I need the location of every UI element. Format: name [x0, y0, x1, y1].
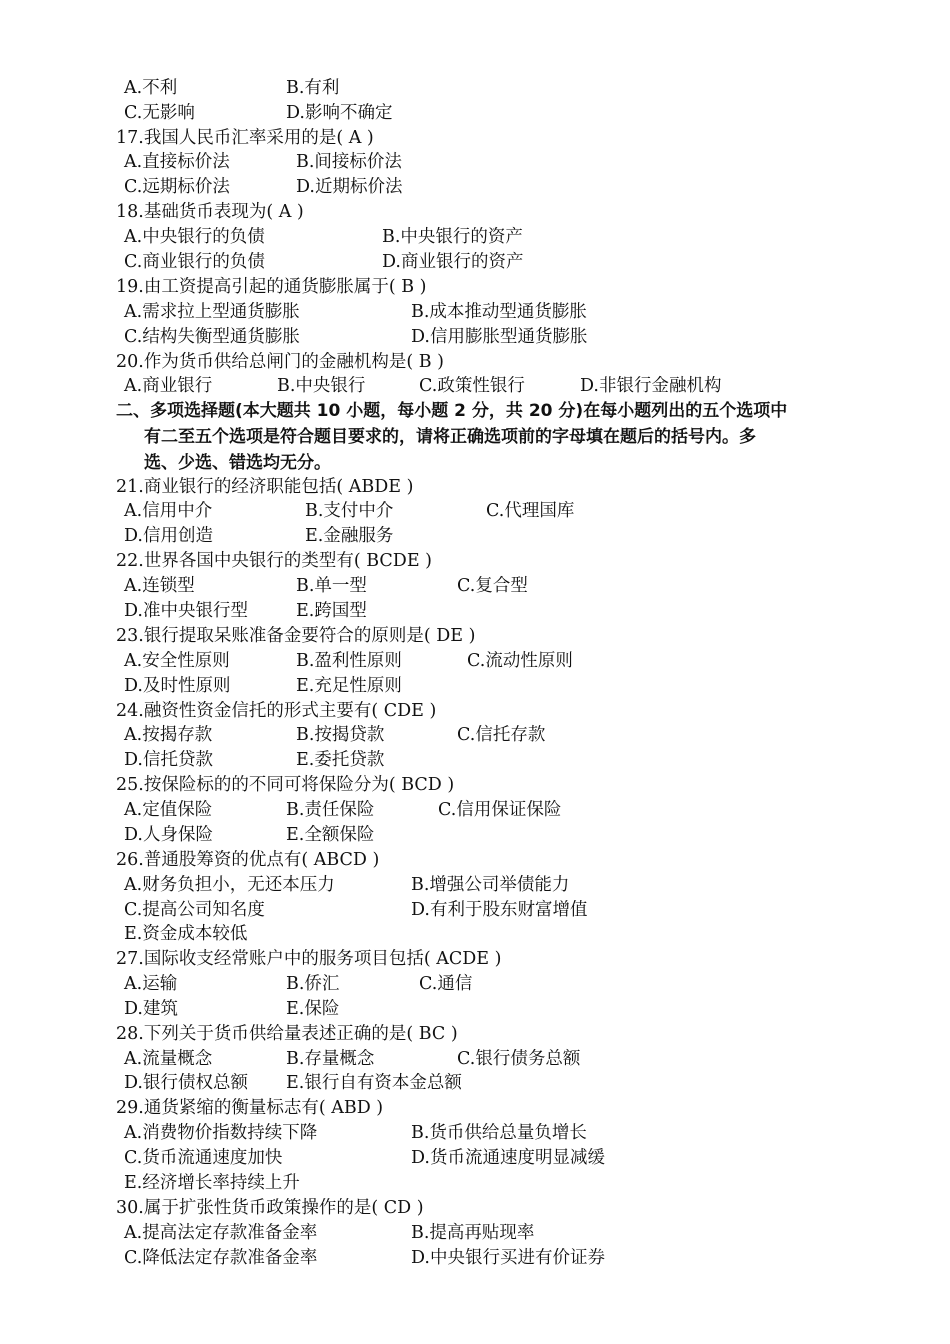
option-d: D.人身保险: [124, 825, 213, 845]
option-a: A.消费物价指数持续下降: [124, 1123, 318, 1143]
option-a: A.商业银行: [124, 376, 213, 396]
option-a: A.直接标价法: [124, 152, 230, 172]
option-c: C.降低法定存款准备金率: [124, 1248, 318, 1268]
option-c: C.无影响: [124, 103, 195, 123]
option-c: C.政策性银行: [419, 376, 525, 396]
option-b: B.责任保险: [286, 800, 375, 820]
option-a: A.按揭存款: [124, 725, 213, 745]
option-c: C.提高公司知名度: [124, 900, 265, 920]
option-a: A.提高法定存款准备金率: [124, 1223, 318, 1243]
option-a: A.流量概念: [124, 1049, 213, 1069]
option-c: C.结构失衡型通货膨胀: [124, 327, 300, 347]
option-a: A.安全性原则: [124, 651, 230, 671]
option-d: D.信用膨胀型通货膨胀: [411, 327, 588, 347]
question-20: 20.作为货币供给总闸门的金融机构是( B ): [116, 352, 444, 372]
option-b: B.盈利性原则: [296, 651, 402, 671]
option-e: E.跨国型: [296, 601, 367, 621]
option-b: B.侨汇: [286, 974, 340, 994]
option-d: D.建筑: [124, 999, 178, 1019]
option-a: A.定值保险: [124, 800, 213, 820]
option-b: B.支付中介: [305, 501, 394, 521]
option-b: B.提高再贴现率: [411, 1223, 535, 1243]
section-heading-line-1: 二、多项选择题(本大题共 10 小题，每小题 2 分，共 20 分)在每小题列出的五个选项中: [116, 401, 788, 421]
question-28: 28.下列关于货币供给量表述正确的是( BC ): [116, 1024, 458, 1044]
question-17: 17.我国人民币汇率采用的是( A ): [116, 128, 374, 148]
option-b: B.成本推动型通货膨胀: [411, 302, 587, 322]
option-c: C.流动性原则: [467, 651, 573, 671]
option-b: B.间接标价法: [296, 152, 402, 172]
option-b: B.增强公司举债能力: [411, 875, 570, 895]
question-18: 18.基础货币表现为( A ): [116, 202, 304, 222]
option-b: B.中央银行的资产: [382, 227, 523, 247]
option-c: C.银行债务总额: [457, 1049, 581, 1069]
option-b: B.中央银行: [277, 376, 366, 396]
option-e: E.金融服务: [305, 526, 394, 546]
question-22: 22.世界各国中央银行的类型有( BCDE ): [116, 551, 432, 571]
option-d: D.货币流通速度明显减缓: [411, 1148, 605, 1168]
question-23: 23.银行提取呆账准备金要符合的原则是( DE ): [116, 626, 476, 646]
question-19: 19.由工资提高引起的通货膨胀属于( B ): [116, 277, 427, 297]
option-d: D.有利于股东财富增值: [411, 900, 588, 920]
question-29: 29.通货紧缩的衡量标志有( ABD ): [116, 1098, 384, 1118]
option-b: B.有利: [286, 78, 340, 98]
option-d: D.非银行金融机构: [580, 376, 722, 396]
option-b: B.单一型: [296, 576, 367, 596]
option-c: C.通信: [419, 974, 473, 994]
option-c: C.信用保证保险: [438, 800, 562, 820]
option-b: B.按揭贷款: [296, 725, 385, 745]
option-d: D.中央银行买进有价证券: [411, 1248, 605, 1268]
option-a: A.中央银行的负债: [124, 227, 265, 247]
option-d: D.商业银行的资产: [382, 252, 524, 272]
option-e: E.充足性原则: [296, 676, 402, 696]
question-26: 26.普通股筹资的优点有( ABCD ): [116, 850, 380, 870]
option-b: B.货币供给总量负增长: [411, 1123, 587, 1143]
option-a: A.连锁型: [124, 576, 195, 596]
section-heading-line-2: 有二至五个选项是符合题目要求的，请将正确选项前的字母填在题后的括号内。多: [144, 427, 756, 447]
section-heading: [116, 398, 846, 476]
option-d: D.准中央银行型: [124, 601, 248, 621]
option-e: E.委托贷款: [296, 750, 385, 770]
option-a: A.运输: [124, 974, 178, 994]
option-a: A.不利: [124, 78, 178, 98]
option-e: E.保险: [286, 999, 340, 1019]
option-d: D.近期标价法: [296, 177, 403, 197]
option-d: D.信托贷款: [124, 750, 213, 770]
option-b: B.存量概念: [286, 1049, 375, 1069]
question-21: 21.商业银行的经济职能包括( ABDE ): [116, 477, 414, 497]
option-c: C.复合型: [457, 576, 528, 596]
option-d: D.信用创造: [124, 526, 213, 546]
option-d: D.影响不确定: [286, 103, 393, 123]
option-c: C.货币流通速度加快: [124, 1148, 283, 1168]
question-24: 24.融资性资金信托的形式主要有( CDE ): [116, 701, 437, 721]
section-heading-line-3: 选、少选、错选均无分。: [144, 453, 331, 473]
option-e: E.资金成本较低: [124, 924, 248, 944]
question-27: 27.国际收支经常账户中的服务项目包括( ACDE ): [116, 949, 502, 969]
option-c: C.信托存款: [457, 725, 546, 745]
question-30: 30.属于扩张性货币政策操作的是( CD ): [116, 1198, 424, 1218]
option-e: E.经济增长率持续上升: [124, 1173, 300, 1193]
option-c: C.远期标价法: [124, 177, 230, 197]
option-c: C.商业银行的负债: [124, 252, 265, 272]
option-e: E.全额保险: [286, 825, 375, 845]
option-a: A.财务负担小，无还本压力: [124, 875, 335, 895]
option-d: D.及时性原则: [124, 676, 231, 696]
option-a: A.信用中介: [124, 501, 213, 521]
question-25: 25.按保险标的的不同可将保险分为( BCD ): [116, 775, 455, 795]
option-c: C.代理国库: [486, 501, 575, 521]
option-e: E.银行自有资本金总额: [286, 1073, 462, 1093]
option-a: A.需求拉上型通货膨胀: [124, 302, 300, 322]
option-d: D.银行债权总额: [124, 1073, 248, 1093]
